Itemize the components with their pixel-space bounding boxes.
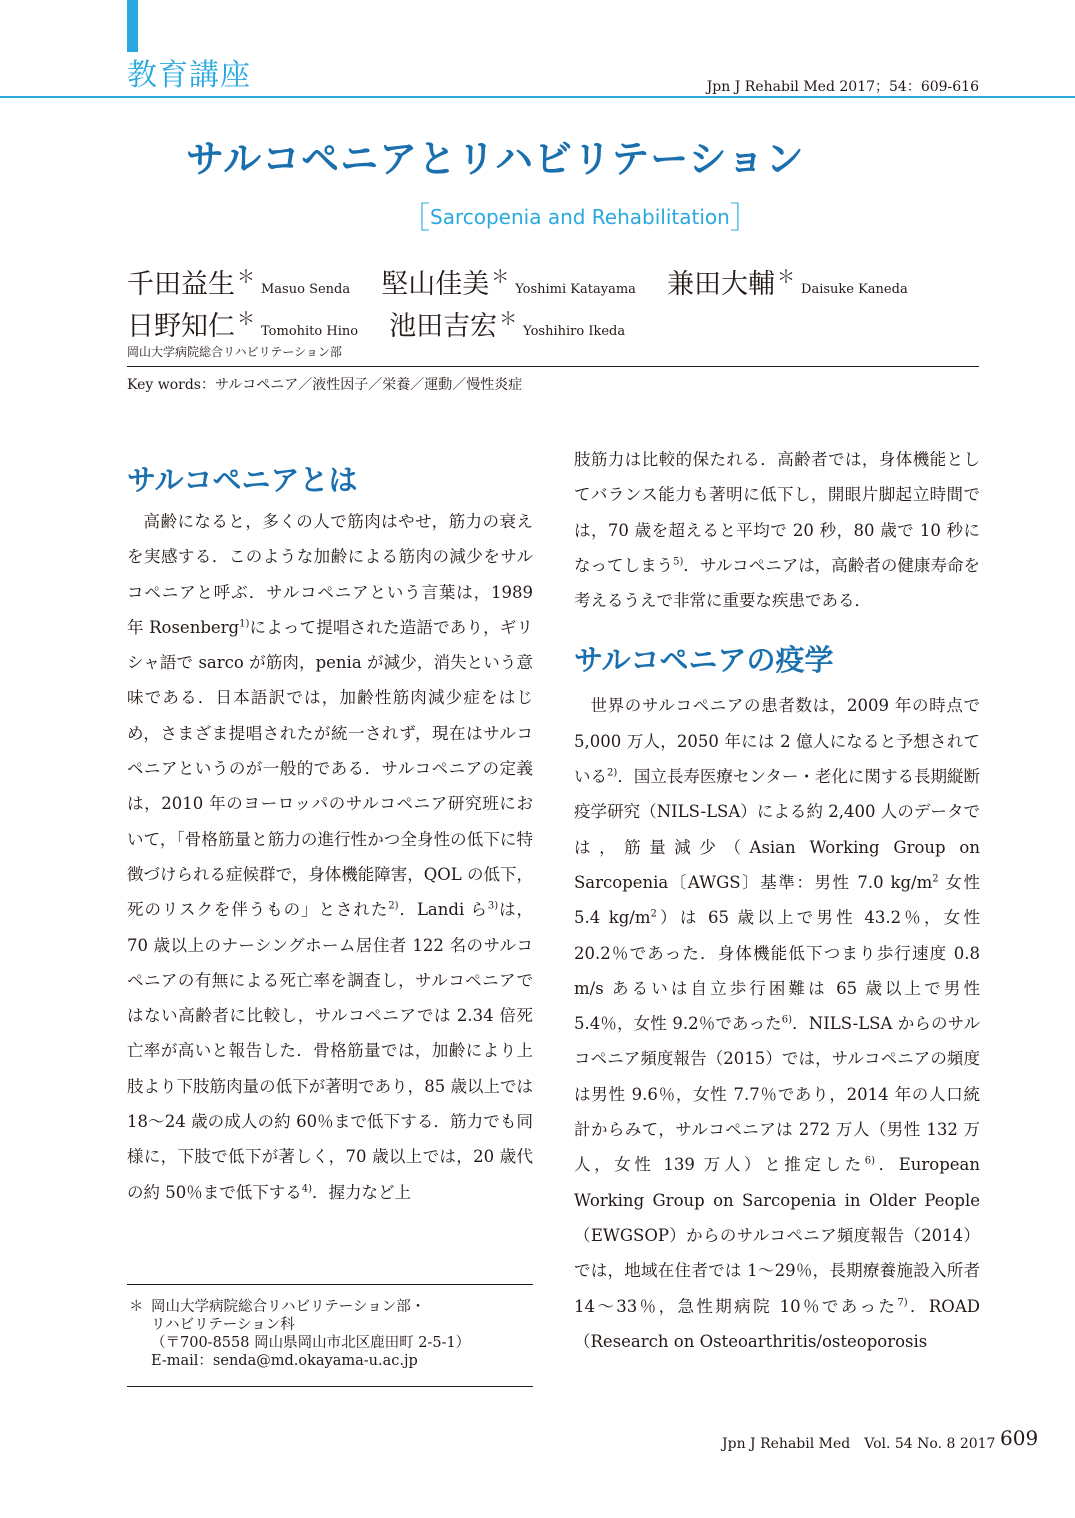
citation-ref: 6): [781, 1014, 793, 1026]
affiliation-mark: ＊: [491, 267, 510, 288]
author-name-en: Tomohito Hino: [261, 324, 359, 339]
citation-ref: 4): [301, 1183, 313, 1195]
author-name-ja: 千田益生: [127, 269, 235, 300]
header-rule: [0, 96, 1075, 98]
text-run: 高齢になると，多くの人で筋肉はやせ，筋力の衰えを実感する．このような加齢による筋肉の減少をサルコペニアと呼ぶ．サルコペニアという言葉は，1989 年 Rosenberg: [127, 512, 533, 637]
author-name-en: Yoshihiro Ikeda: [523, 324, 626, 339]
footnote-mark: ＊: [129, 1299, 144, 1315]
author-name-ja: 兼田大輔: [667, 269, 776, 300]
author: [381, 262, 636, 301]
text-run: ．NILS-LSA からのサルコペニア頻度報告（2015）では，サルコペニアの頻度は男性 9.6％，女性 7.7％であり，2014 年の人口統計からみて，サルコペニアは 272 万人（男性 132 万人，女性 139 万人）と推定した: [574, 1014, 980, 1175]
text-run: ．握力など上: [312, 1182, 412, 1202]
footer-journal: Jpn J Rehabil Med Vol. 54 No. 8 2017: [722, 1436, 996, 1452]
subtitle-open-bracket: ［: [400, 201, 430, 236]
section-label: 教育講座: [127, 58, 251, 93]
section-heading-sarcopenia: サルコペニアとは: [127, 463, 358, 497]
author-name-ja: 堅山佳美: [381, 269, 490, 300]
paragraph: [127, 504, 533, 1210]
text-run: ．ROAD（Research on Osteoarthritis/osteoporosis: [574, 1296, 980, 1351]
affiliation-mark: ＊: [777, 267, 796, 288]
affiliation: 岡山大学病院総合リハビリテーション部: [127, 345, 342, 359]
citation-ref: 1): [239, 618, 250, 630]
author-name-en: Masuo Senda: [261, 282, 351, 297]
section-tab-bar: [127, 0, 138, 52]
paragraph: [574, 688, 980, 1359]
article-title: サルコペニアとリハビリテーション: [186, 137, 805, 181]
text-run: 肢筋力は比較的保たれる．高齢者では，身体機能としてバランス能力も著明に低下し，開眼片脚起立時間では，70 歳を超えると平均で 20 秒，80 歳で 10 秒になってしまう: [574, 450, 980, 575]
superscript: 2: [650, 908, 657, 920]
keywords-rule: [127, 366, 979, 367]
section-heading-epidemiology: サルコペニアの疫学: [574, 643, 834, 678]
author: [127, 262, 350, 301]
footnote-rule-bottom: [127, 1386, 533, 1387]
author-line-1: [127, 262, 987, 304]
footnote-rule-top: [127, 1284, 533, 1285]
text-run: は，70 歳以上のナーシングホーム居住者 122 名のサルコペニアの有無による死亡率を調査し，サルコペニアではない高齢者に比較し，サルコペニアでは 2.34 倍死亡率が高いと報告した．骨格筋量では，加齢により上肢より下肢筋肉量の低下が著明であり，85 歳以上では 18～24 歳の成人の約 60％まで低下する．筋力でも同様に，下肢で低下が著しく，70 歳以上では，20 歳代の約 50％まで低下する: [127, 900, 534, 1202]
right-column: [574, 442, 980, 1359]
paragraph: [574, 442, 980, 618]
affiliation-mark: ＊: [237, 309, 255, 330]
journal-reference: Jpn J Rehabil Med 2017；54：609-616: [706, 79, 979, 95]
keywords: Key words：サルコペニア／液性因子／栄養／運動／慢性炎症: [127, 377, 523, 393]
author: [389, 304, 625, 343]
text-run: ）は 65 歳以上で男性 43.2％，女性 20.2％であった．身体機能低下つまり歩行速度 0.8 m/s あるいは自立歩行困難は 65 歳以上で男性 5.4％，女性 9.2％であった: [574, 908, 980, 1034]
text-run: ．国立長寿医療センター・老化に関する長期縦断疫学研究（NILS-LSA）による約 2,400 人のデータでは，筋量減少（Asian Working Group on Sarcopenia〔AWGS〕基準：男性 7.0 kg/m: [574, 767, 981, 892]
text-run: によって提唱された造語であり，ギリシャ語で sarco が筋肉，penia が減少，消失という意味である．日本語訳では，加齢性筋肉減少症をはじめ，さまざま提唱されたが統一されず，現在はサルコペニアというのが一般的である．サルコペニアの定義は，2010 年のヨーロッパのサルコペニア研究班において，「骨格筋量と筋力の進行性かつ全身性の低下に特徴づけられる症候群で，身体機能障害，QOL の低下，死のリスクを伴うもの」とされた: [127, 617, 533, 920]
affiliation-mark: ＊: [499, 309, 518, 330]
footnote-line: （〒700-8558 岡山県岡山市北区鹿田町 2-5-1）: [151, 1335, 471, 1351]
footnote-line: リハビリテーション科: [151, 1317, 295, 1333]
author-name-en: Daisuke Kaneda: [801, 282, 908, 297]
footnote-body: [127, 1298, 533, 1370]
left-column: [127, 460, 533, 1210]
subtitle-text: Sarcopenia and Rehabilitation: [430, 205, 730, 229]
author-list: [127, 262, 987, 346]
text-run: 女性 5.4 kg/m: [574, 872, 980, 928]
article-subtitle: [400, 193, 760, 237]
text-run: ．European Working Group on Sarcopenia in Older People（EWGSOP）からのサルコペニア頻度報告（2014）では，地域在住者では 1～29％，長期療養施設入所者 14～33％，急性期病院 10％であった: [574, 1155, 980, 1316]
citation-ref: 2): [388, 900, 399, 912]
author-line-2: [127, 304, 987, 346]
affiliation-mark: ＊: [237, 267, 255, 288]
author: [127, 304, 358, 343]
text-run: ．サルコペニアは，高齢者の健康寿命を考えるうえで非常に重要な疾患である．: [574, 555, 980, 611]
author-name-ja: 池田吉宏: [389, 311, 498, 342]
citation-ref: 6): [864, 1155, 875, 1167]
footnote-email: E-mail：senda@md.okayama-u.ac.jp: [151, 1353, 418, 1369]
author-name-en: Yoshimi Katayama: [515, 282, 636, 297]
author-name-ja: 日野知仁: [127, 311, 235, 342]
citation-ref: 7): [897, 1297, 908, 1309]
footnote-line: 岡山大学病院総合リハビリテーション部・: [151, 1299, 426, 1315]
citation-ref: 2): [607, 767, 618, 779]
page-number: 609: [1000, 1426, 1039, 1450]
footnote: [127, 1298, 533, 1370]
text-run: 世界のサルコペニアの患者数は，2009 年の時点で 5,000 万人，2050 年には 2 億人になると予想されている: [574, 696, 980, 787]
author: [667, 262, 908, 301]
citation-ref: 5): [673, 556, 684, 568]
superscript: 2: [932, 873, 939, 885]
citation-ref: 3): [487, 900, 499, 912]
text-run: ．Landi ら: [398, 900, 488, 920]
subtitle-close-bracket: ］: [729, 201, 760, 236]
